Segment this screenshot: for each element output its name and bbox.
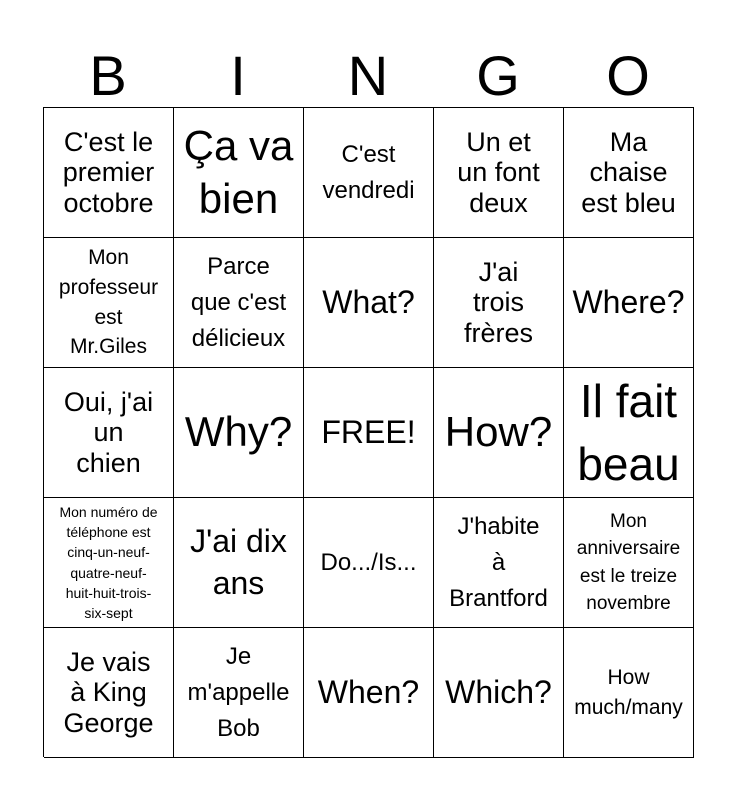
- bingo-cell-r4-c2[interactable]: [174, 498, 304, 628]
- bingo-cell-text: Oui, j'ai un chien: [63, 387, 154, 478]
- bingo-cell-r1-c4[interactable]: [434, 108, 564, 238]
- bingo-cell-r3-c1[interactable]: [44, 368, 174, 498]
- bingo-cell-text: J'ai trois frères: [463, 257, 534, 348]
- bingo-cell-r4-c5[interactable]: [564, 498, 694, 628]
- bingo-board: [43, 107, 694, 757]
- bingo-cell-r2-c5[interactable]: [564, 238, 694, 368]
- bingo-cell-r3-c5[interactable]: [564, 368, 694, 498]
- bingo-cell-r1-c3[interactable]: [304, 108, 434, 238]
- bingo-cell-r5-c2[interactable]: [174, 628, 304, 758]
- bingo-cell-r3-c4[interactable]: [434, 368, 564, 498]
- bingo-header: [43, 44, 693, 108]
- bingo-cell-text: Where?: [572, 283, 685, 320]
- header-letter-o: O: [606, 44, 650, 107]
- bingo-cell-text: What?: [322, 283, 415, 320]
- bingo-cell-text: Je vais à King George: [63, 647, 154, 738]
- bingo-cell-r2-c1[interactable]: [44, 238, 174, 368]
- bingo-cell-r3-c2[interactable]: [174, 368, 304, 498]
- bingo-cell-r2-c2[interactable]: [174, 238, 304, 368]
- bingo-cell-r5-c5[interactable]: [564, 628, 694, 758]
- header-letter-n: N: [347, 44, 389, 107]
- bingo-cell-text: C'est le premier octobre: [62, 127, 155, 218]
- bingo-cell-r4-c1[interactable]: [44, 498, 174, 628]
- bingo-cell-text: Un et un font deux: [457, 127, 540, 218]
- bingo-cell-text: When?: [317, 673, 420, 710]
- bingo-cell-text: Mon anniversaire est le treize novembre: [576, 510, 681, 614]
- bingo-cell-text: How much/many: [574, 665, 683, 719]
- bingo-cell-text: Il fait beau: [577, 375, 680, 490]
- bingo-cell-text: C'est vendredi: [322, 140, 415, 204]
- bingo-cell-r5-c1[interactable]: [44, 628, 174, 758]
- bingo-cell-text: Ça va bien: [183, 122, 294, 222]
- bingo-cell-text: Which?: [445, 673, 552, 710]
- bingo-cell-r2-c3[interactable]: [304, 238, 434, 368]
- bingo-cell-r4-c3[interactable]: [304, 498, 434, 628]
- bingo-cell-r1-c2[interactable]: [174, 108, 304, 238]
- bingo-cell-text: Do.../Is...: [320, 548, 417, 576]
- bingo-cell-text: Parce que c'est délicieux: [190, 252, 287, 352]
- bingo-cell-text: FREE!: [321, 413, 416, 450]
- bingo-cell-text: Ma chaise est bleu: [581, 127, 676, 218]
- bingo-cell-r3-c3[interactable]: [304, 368, 434, 498]
- bingo-cell-r2-c4[interactable]: [434, 238, 564, 368]
- bingo-cell-r5-c4[interactable]: [434, 628, 564, 758]
- bingo-cell-r5-c3[interactable]: [304, 628, 434, 758]
- bingo-cell-r1-c1[interactable]: [44, 108, 174, 238]
- bingo-cell-text: Mon professeur est Mr.Giles: [58, 245, 159, 359]
- bingo-cell-text: Mon numéro de téléphone est cinq-un-neuf- quatre-neuf- huit-huit-trois- six-sept: [59, 503, 158, 622]
- bingo-cell-r4-c4[interactable]: [434, 498, 564, 628]
- bingo-cell-text: Why?: [184, 408, 293, 456]
- bingo-cell-text: How?: [444, 408, 553, 456]
- bingo-cell-text: J'habite à Brantford: [449, 512, 548, 612]
- bingo-cell-text: J'ai dix ans: [190, 522, 287, 601]
- bingo-cell-r1-c5[interactable]: [564, 108, 694, 238]
- bingo-cell-text: Je m'appelle Bob: [187, 642, 290, 742]
- header-letter-i: I: [230, 44, 246, 107]
- header-letter-g: G: [476, 44, 520, 107]
- header-letter-b: B: [89, 44, 127, 107]
